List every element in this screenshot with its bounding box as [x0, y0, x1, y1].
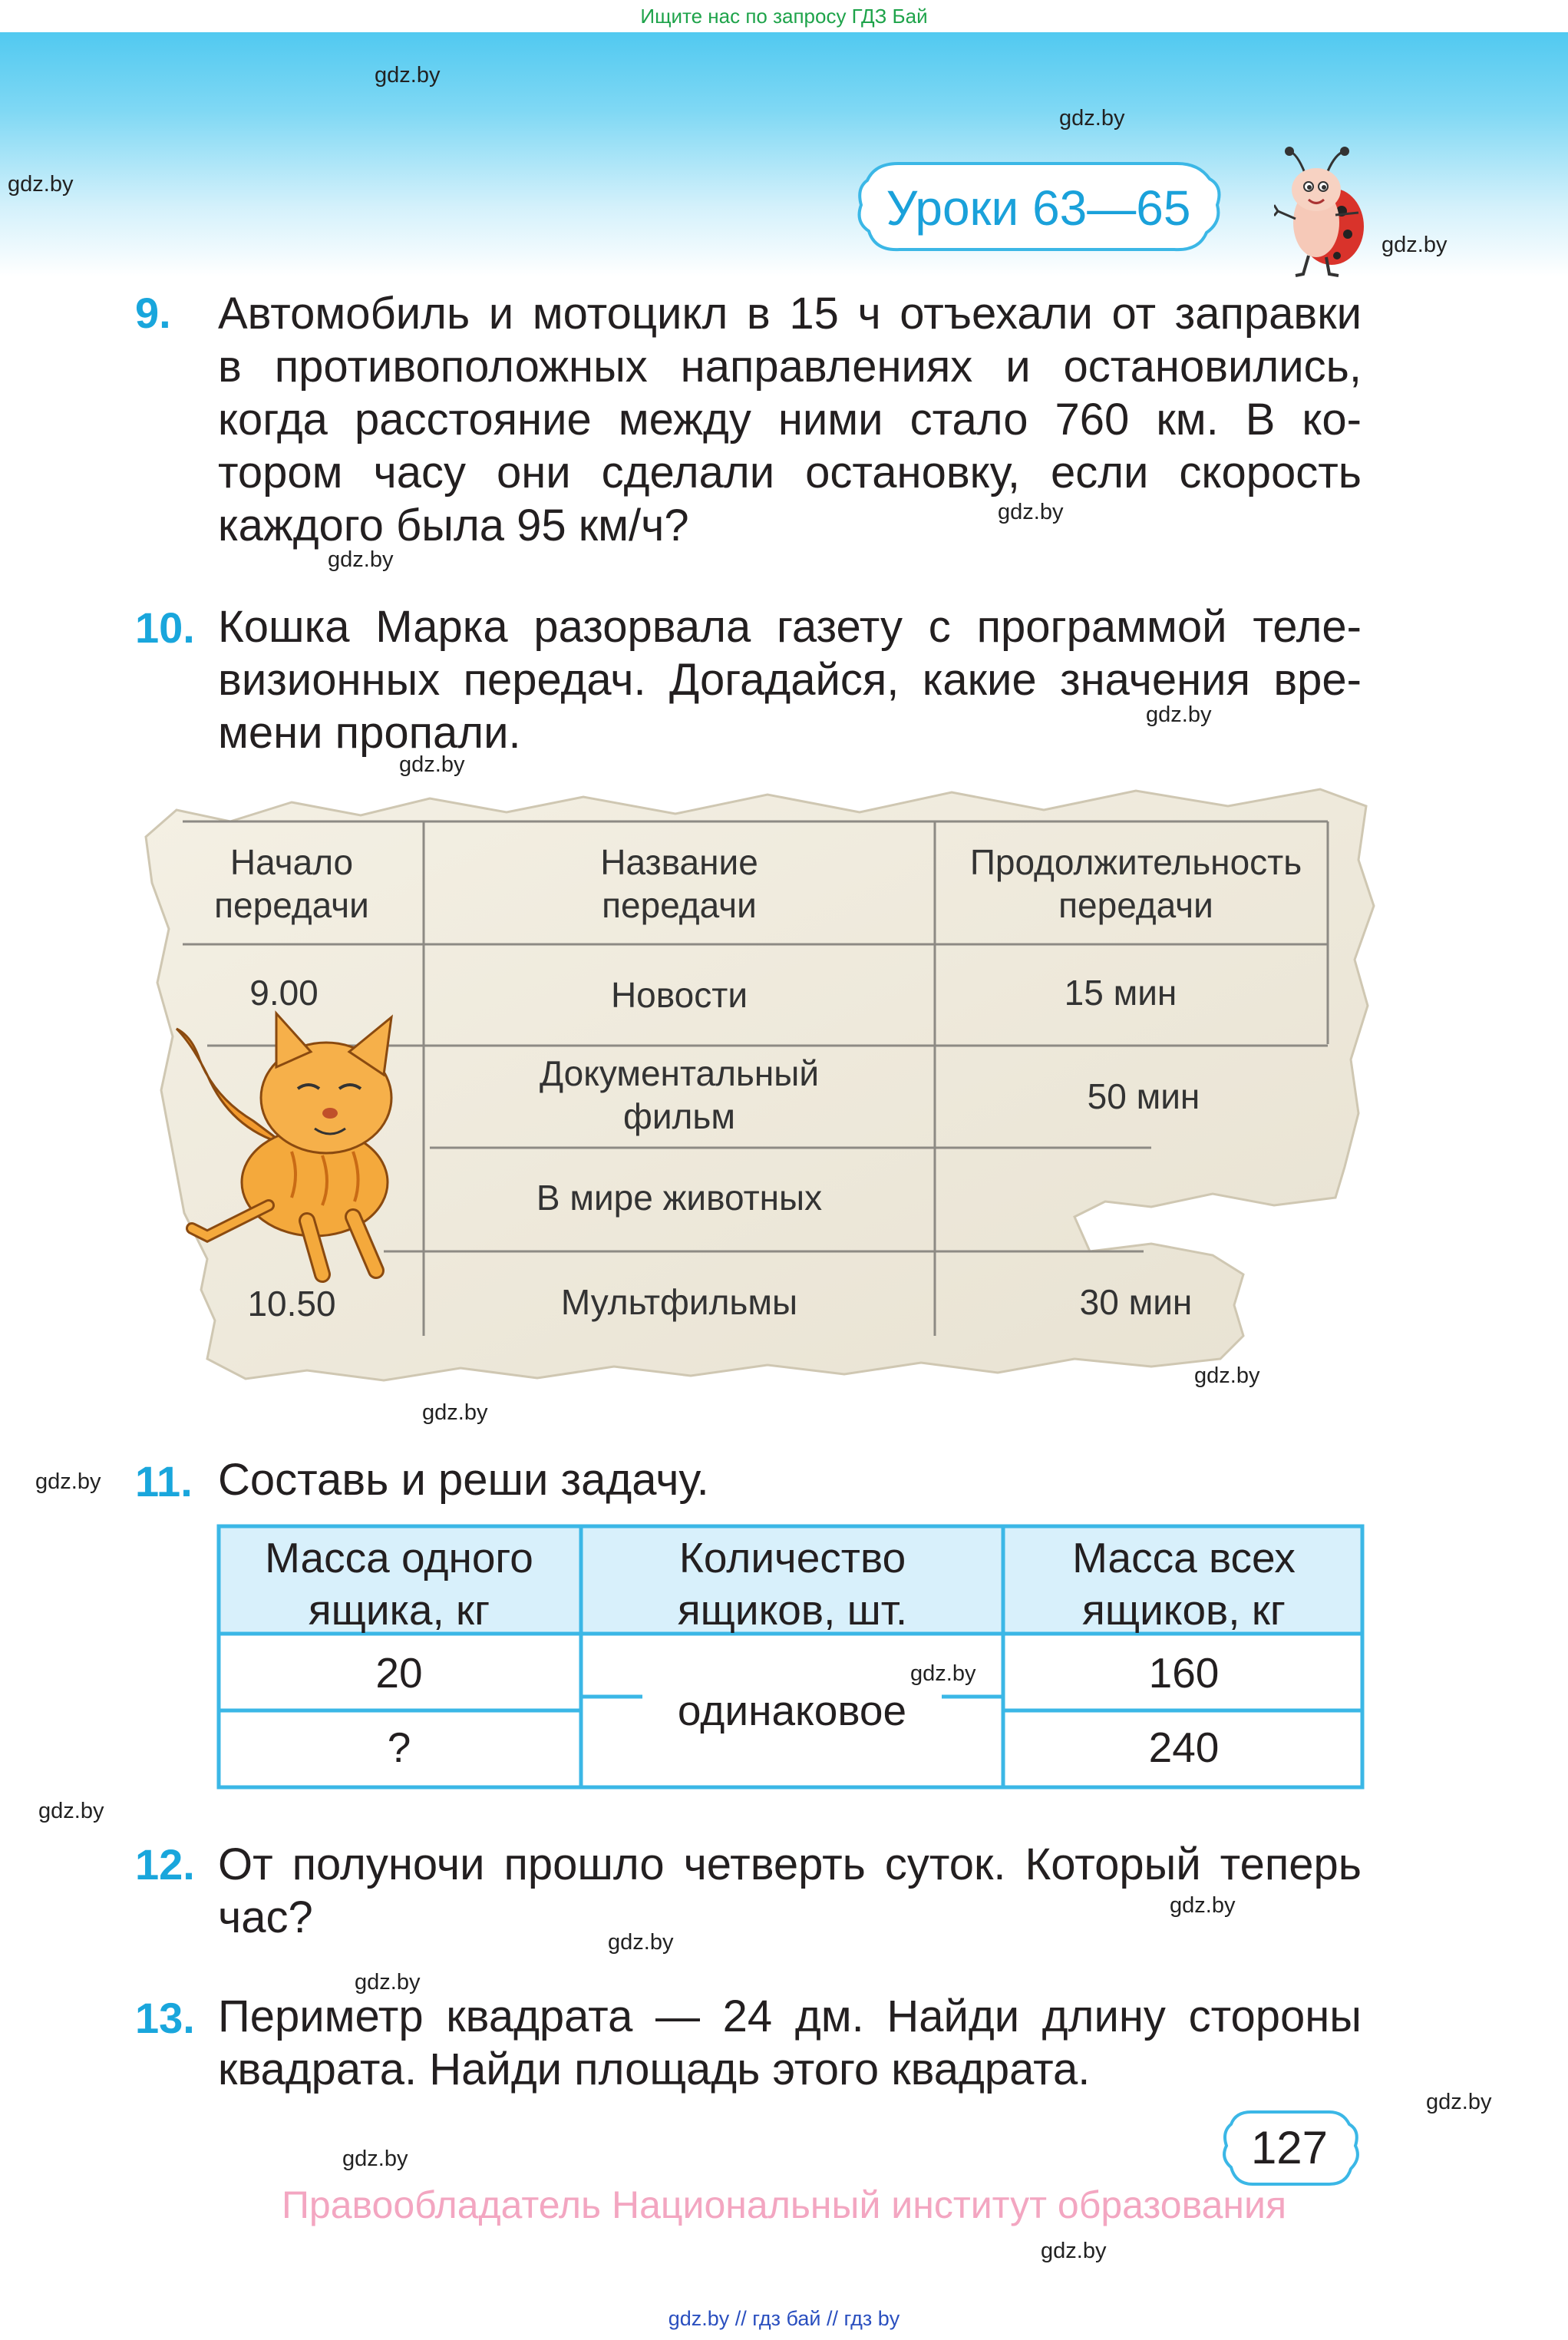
header-line: Масса одного: [265, 1534, 533, 1581]
cat-illustration: [161, 998, 453, 1290]
watermark: gdz.by: [1426, 2090, 1492, 2114]
watermark: gdz.by: [38, 1799, 104, 1823]
watermark: gdz.by: [1170, 1893, 1236, 1918]
task-12-number: 12.: [135, 1840, 195, 1889]
mass-header-count: [583, 1532, 1002, 1636]
header-line: ящика, кг: [308, 1586, 490, 1634]
task-line: Кошка Марка разорвала газету с программой теле-: [218, 602, 1362, 652]
header-line: ящиков, шт.: [677, 1586, 908, 1634]
watermark: gdz.by: [328, 547, 394, 572]
watermark: gdz.by: [35, 1469, 101, 1494]
mass-header-one: [219, 1532, 579, 1636]
task-11-number: 11.: [135, 1457, 193, 1505]
tv-row-2-title: [430, 1052, 929, 1138]
mass-row-1-total: 160: [1148, 1649, 1220, 1697]
header-line: передачи: [1058, 885, 1213, 925]
tv-row-4-title: Мультфильмы: [560, 1282, 798, 1322]
tv-row-3-title: В мире животных: [536, 1178, 823, 1218]
task-line: Автомобиль и мотоцикл в 15 ч отъехали от заправки: [218, 289, 1362, 339]
tv-header-duration: [936, 841, 1335, 927]
task-line: когда расстояние между ними стало 760 км. В ко-: [218, 395, 1362, 445]
task-line: в противоположных направлениях и остановились,: [218, 342, 1362, 392]
task-line: мени пропали.: [218, 708, 521, 758]
header-line: ящиков, кг: [1082, 1586, 1286, 1634]
lesson-title: Уроки 63—65: [886, 180, 1191, 236]
watermark: gdz.by: [998, 500, 1064, 524]
watermark: gdz.by: [422, 1400, 488, 1425]
watermark: gdz.by: [1041, 2239, 1107, 2263]
mass-row-1-one: 20: [375, 1649, 423, 1697]
task-line: От полуночи прошло четверть суток. Который теперь: [218, 1839, 1362, 1889]
watermark: gdz.by: [399, 752, 465, 777]
watermark: gdz.by: [8, 172, 74, 197]
watermark: gdz.by: [1059, 106, 1125, 131]
watermark: gdz.by: [1194, 1363, 1260, 1388]
search-note: Ищите нас по запросу ГДЗ Бай: [0, 0, 1568, 32]
header-line: Название: [600, 842, 758, 882]
task-line: час?: [218, 1892, 313, 1942]
tv-header-title: [430, 841, 929, 927]
header-line: передачи: [214, 885, 369, 925]
mass-row-2-one: ?: [387, 1724, 411, 1771]
tv-header-start: [177, 841, 407, 927]
task-10-number: 10.: [135, 603, 195, 652]
watermark: gdz.by: [608, 1930, 674, 1955]
watermark: gdz.by: [1146, 702, 1212, 727]
task-line: Периметр квадрата — 24 дм. Найди длину стороны: [218, 1991, 1362, 2041]
watermark: gdz.by: [342, 2147, 408, 2171]
tv-row-4-duration: 30 мин: [1079, 1282, 1193, 1322]
task-13-text: [218, 1990, 1362, 2096]
page-number: 127: [1250, 2122, 1329, 2173]
header-line: передачи: [602, 885, 757, 925]
mass-header-total: [1005, 1532, 1362, 1636]
watermark: gdz.by: [1381, 233, 1448, 257]
watermark: gdz.by: [375, 63, 441, 88]
mass-merged-count: одинаковое: [677, 1687, 907, 1734]
header-line: Продолжительность: [969, 842, 1302, 882]
watermark: gdz.by: [910, 1661, 976, 1686]
tv-row-1-title: Новости: [610, 975, 748, 1015]
header-line: Начало: [229, 842, 354, 882]
copyright-note: Правообладатель Национальный институт образования: [281, 2183, 1287, 2226]
task-12-text: [218, 1838, 1362, 1944]
tv-row-1-duration: 15 мин: [1064, 973, 1177, 1013]
task-line: тором часу они сделали остановку, если скорость: [218, 448, 1362, 497]
header-line: Количество: [678, 1534, 906, 1581]
title-line: Документальный: [539, 1053, 820, 1093]
mass-row-2-total: 240: [1148, 1724, 1220, 1771]
task-13-number: 13.: [135, 1994, 195, 2042]
tv-row-4-start: 10.50: [247, 1284, 336, 1324]
task-line: квадрата. Найди площадь этого квадрата.: [218, 2044, 1091, 2094]
task-line: визионных передач. Догадайся, какие значения вре-: [218, 655, 1362, 705]
task-11-text: Составь и реши задачу.: [218, 1455, 709, 1505]
header-line: Масса всех: [1072, 1534, 1296, 1581]
title-line: фильм: [623, 1096, 735, 1136]
tv-row-2-duration: 50 мин: [1087, 1076, 1200, 1116]
tv-row-1-start: 9.00: [249, 973, 319, 1013]
bottom-links[interactable]: gdz.by // гдз бай // гдз by: [668, 2307, 900, 2330]
task-9-number: 9.: [135, 289, 171, 337]
task-line: каждого была 95 км/ч?: [218, 501, 689, 550]
watermark: gdz.by: [355, 1970, 421, 1995]
